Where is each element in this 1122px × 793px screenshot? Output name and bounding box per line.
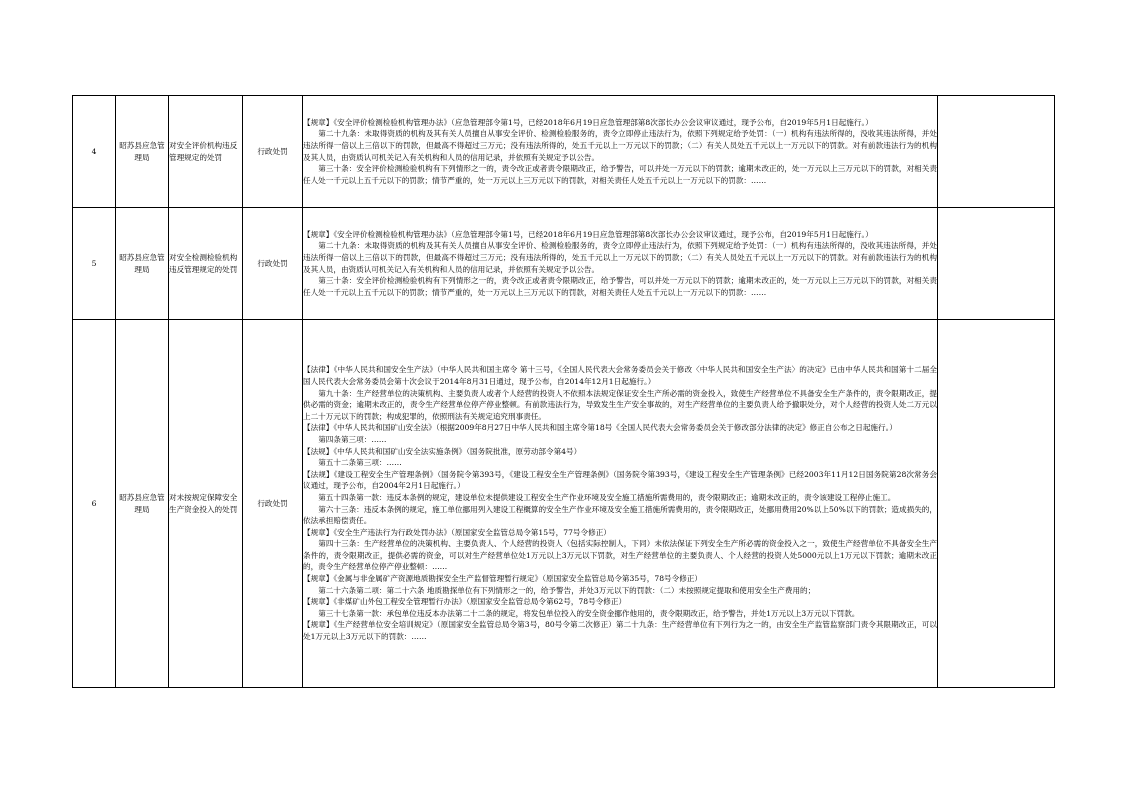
legal-basis-paragraph: 【规章】《非煤矿山外包工程安全管理暂行办法》（原国家安全监管总局令第62号，78号令修正）: [303, 597, 627, 607]
table-row: [73, 208, 1055, 320]
department-name: 昭苏县应急管理局: [116, 320, 169, 688]
legal-basis-paragraph: 【法规】《中华人民共和国矿山安全法实施条例》（国务院批准，原劳动部令第4号）: [303, 446, 582, 456]
legal-basis-paragraph: 第三十条：安全评价检测检验机构有下列情形之一的，责令改正或者责令限期改正，给予警告，可以并处一万元以下的罚款；逾期未改正的，处一万元以上三万元以下的罚款，对相关责任人处一千元以上五千元以下的罚款；情节严重的，处一万元以上三万元以下的罚款，对相关责任人处五千元以上一万元以下的罚款：……: [303, 164, 937, 185]
item-number: 5: [73, 208, 116, 320]
legal-basis-paragraph: 【规章】《安全评价检测检验机构管理办法》（应急管理部令第1号，已经2018年6月19日应急管理部第8次部长办公会议审议通过，现予公布，自2019年5月1日起施行。）: [303, 229, 873, 239]
penalty-item-name: 对未按规定保障安全生产资金投入的处罚: [169, 320, 243, 688]
legal-basis-paragraph: 第二十九条：未取得资质的机构及其有关人员擅自从事安全评价、检测检验服务的，责令立即停止违法行为，依照下列规定给予处罚：（一）机构有违法所得的，没收其违法所得，并处违法所得一倍以上三倍以下的罚款，但最高不得超过三万元；没有违法所得的，处五千元以上一万元以下的罚款；（二）有关人员处五千元以上一万元以下的罚款。对有前款违法行为的机构及其人员，由资质认可机关记入有关机构和人员的信用记录，并依照有关规定予以公告。: [303, 241, 937, 274]
penalty-type: 行政处罚: [243, 320, 303, 688]
legal-basis: [303, 320, 938, 688]
legal-basis-paragraph: 第四十三条：生产经营单位的决策机构、主要负责人、个人经营的投资人（包括实际控制人，下同）未依法保证下列安全生产所必需的资金投入之一，致使生产经营单位不具备安全生产条件的，责令限期改正，提供必需的资金，可以对生产经营单位处1万元以上3万元以下罚款，对生产经营单位的主要负责人、个人经营的投资人处5000元以上1万元以下罚款；逾期未改正的，责令生产经营单位停产停业整顿：……: [303, 539, 937, 572]
table-row: [73, 320, 1055, 688]
penalty-item-name: 对安全检测检验机构违反管理规定的处罚: [169, 208, 243, 320]
legal-basis-paragraph: 第四条第三项：……: [318, 434, 387, 444]
legal-basis-paragraph: 第五十四条第一款：违反本条例的规定，建设单位未提供建设工程安全生产作业环境及安全施工措施所需费用的，责令限期改正；逾期未改正的，责令该建设工程停止施工。: [318, 492, 896, 502]
enforcement-table: [72, 95, 1055, 688]
item-number: 4: [73, 96, 116, 208]
penalty-item-name: 对安全评价机构违反管理规定的处罚: [169, 96, 243, 208]
legal-basis-paragraph: 第九十条：生产经营单位的决策机构、主要负责人或者个人经营的投资人不依照本法规定保证安全生产所必需的资金投入，致使生产经营单位不具备安全生产条件的，责令限期改正，提供必需的资金；逾期未改正的，责令生产经营单位停产停业整顿。有前款违法行为，导致发生生产安全事故的，对生产经营单位的主要负责人给予撤职处分，对个人经营的投资人处二万元以上二十万元以下的罚款；构成犯罪的，依照刑法有关规定追究刑事责任。: [303, 388, 937, 421]
department-name: 昭苏县应急管理局: [116, 96, 169, 208]
legal-basis-paragraph: 第三十七条第一款：承包单位违反本办法第二十二条的规定，将发包单位投入的安全资金挪作他用的，责令限期改正，给予警告，并处1万元以上3万元以下罚款。: [318, 608, 860, 618]
remarks-cell: [938, 208, 1055, 320]
legal-basis-paragraph: 【规章】《安全评价检测检验机构管理办法》（应急管理部令第1号，已经2018年6月19日应急管理部第8次部长办公会议审议通过，现予公布，自2019年5月1日起施行。）: [303, 117, 873, 127]
legal-basis-paragraph: 第二十九条：未取得资质的机构及其有关人员擅自从事安全评价、检测检验服务的，责令立即停止违法行为，依照下列规定给予处罚：（一）机构有违法所得的，没收其违法所得，并处违法所得一倍以上三倍以下的罚款，但最高不得超过三万元；没有违法所得的，处五千元以上一万元以下的罚款；（二）有关人员处五千元以上一万元以下的罚款。对有前款违法行为的机构及其人员，由资质认可机关记入有关机构和人员的信用记录，并依照有关规定予以公告。: [303, 129, 937, 162]
remarks-cell: [938, 320, 1055, 688]
legal-basis: [303, 96, 938, 208]
legal-basis-paragraph: 第二十六条第二项：第二十六条 地质勘探单位有下列情形之一的，给予警告，并处3万元以下的罚款：（二）未按照规定提取和使用安全生产费用的；: [318, 585, 816, 595]
legal-basis: [303, 208, 938, 320]
legal-basis-paragraph: 【规章】《安全生产违法行为行政处罚办法》（原国家安全监管总局令第15号，77号令修正）: [303, 527, 611, 537]
legal-basis-paragraph: 【法规】《建设工程安全生产管理条例》（国务院令第393号，《建设工程安全生产管理条例》（国务院令第393号，《建设工程安全生产管理条例》已经2003年11月12日国务院第28次常务会议通过，现予公布，自2004年2月1日起施行。）: [303, 469, 937, 491]
legal-basis-paragraph: 第五十二条第三项：……: [318, 458, 402, 468]
legal-basis-paragraph: 第六十三条：违反本条例的规定，施工单位挪用列入建设工程概算的安全生产作业环境及安全施工措施所需费用的，责令限期改正，处挪用费用20%以上50%以下的罚款；造成损失的，依法承担赔偿责任。: [303, 504, 937, 526]
department-name: 昭苏县应急管理局: [116, 208, 169, 320]
remarks-cell: [938, 96, 1055, 208]
legal-basis-paragraph: 【法律】《中华人民共和国矿山安全法》（根据2009年8月27日中华人民共和国主席令第18号《全国人民代表大会常务委员会关于修改部分法律的决定》修正自公布之日起施行。）: [303, 423, 898, 433]
legal-basis-paragraph: 【规章】《生产经营单位安全培训规定》（原国家安全监管总局令第3号，80号令第二次修正）第二十九条：生产经营单位有下列行为之一的，由安全生产监管监察部门责令其限期改正，可以处1万元以上3万元以下的罚款：……: [303, 620, 937, 642]
penalty-type: 行政处罚: [243, 96, 303, 208]
legal-basis-paragraph: 【法律】《中华人民共和国安全生产法》（中华人民共和国主席令 第十三号，《全国人民代表大会常务委员会关于修改〈中华人民共和国安全生产法〉的决定》已由中华人民共和国第十二届全国人民代表大会常务委员会第十次会议于2014年8月31日通过，现予公布，自2014年12月1日起施行。）: [303, 365, 937, 386]
penalty-type: 行政处罚: [243, 208, 303, 320]
legal-basis-paragraph: 【规章】《金属与非金属矿产资源地质勘探安全生产监督管理暂行规定》（原国家安全监管总局令第35号，78号令修正）: [303, 574, 703, 584]
item-number: 6: [73, 320, 116, 688]
table-row: [73, 96, 1055, 208]
legal-basis-paragraph: 第三十条：安全评价检测检验机构有下列情形之一的，责令改正或者责令限期改正，给予警告，可以并处一万元以下的罚款；逾期未改正的，处一万元以上三万元以下的罚款，对相关责任人处一千元以上五千元以下的罚款；情节严重的，处一万元以上三万元以下的罚款，对相关责任人处五千元以上一万元以下的罚款：……: [303, 276, 937, 297]
